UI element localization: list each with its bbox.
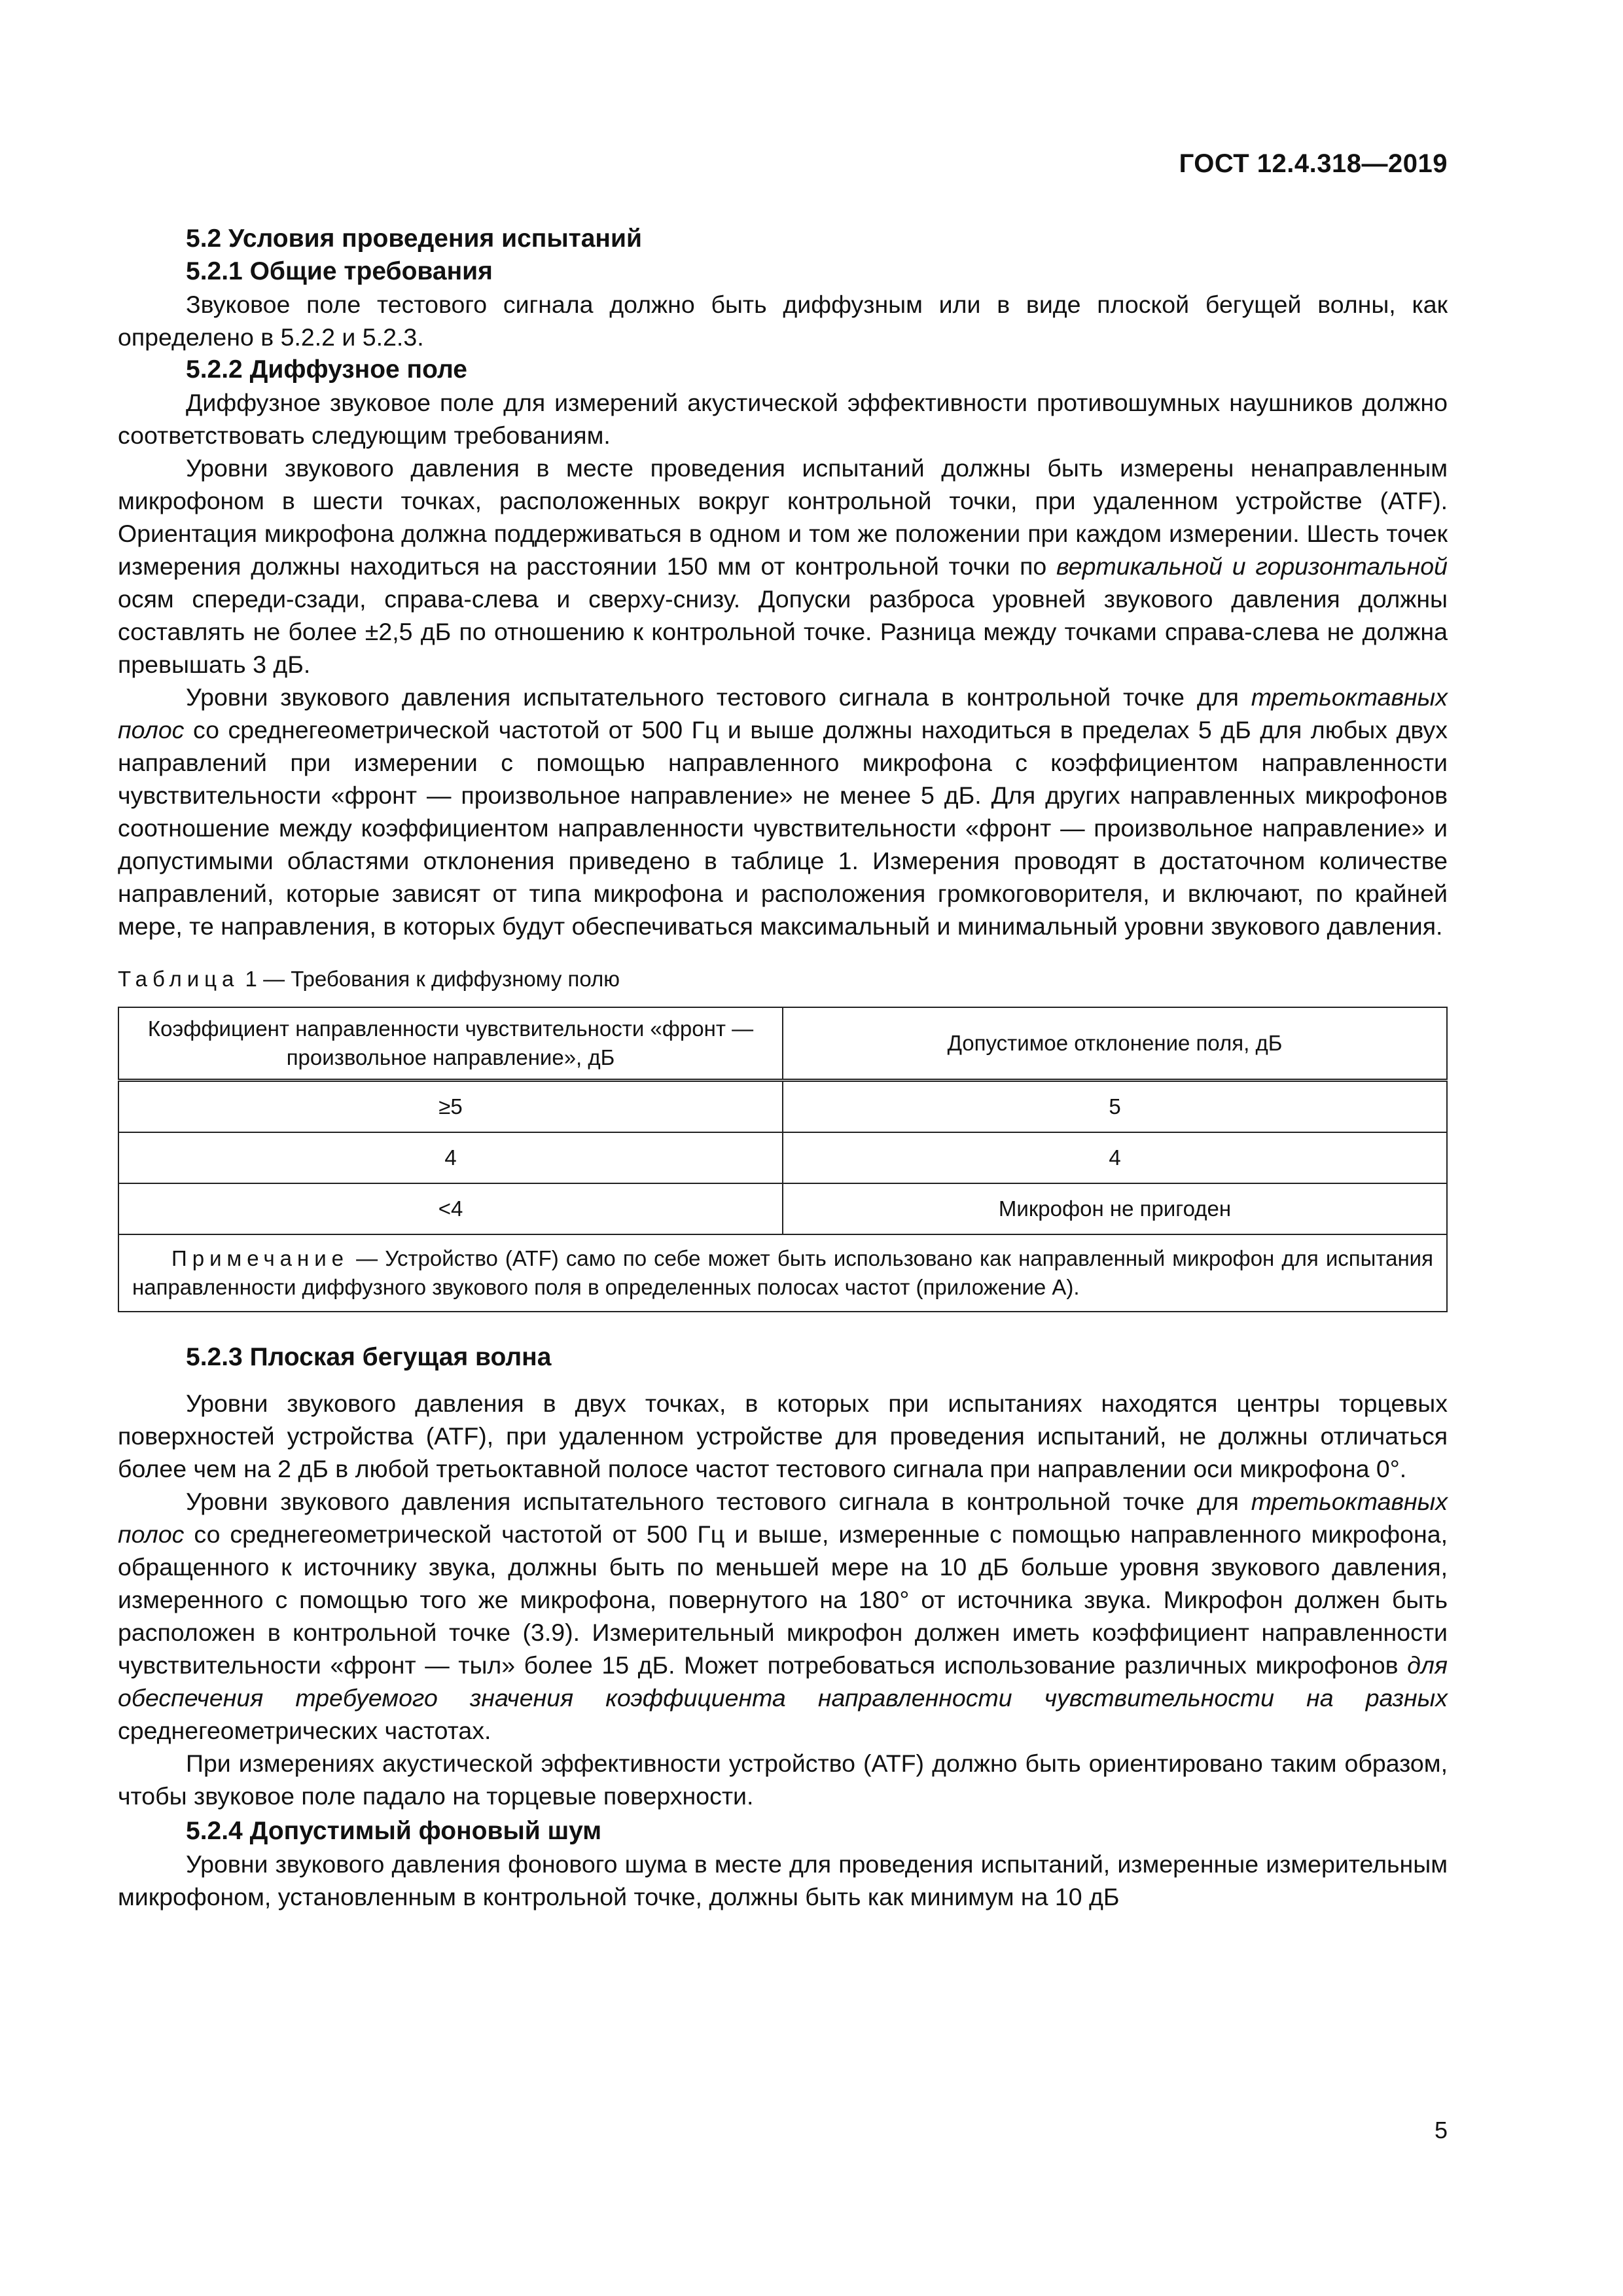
table-row	[118, 1132, 1447, 1183]
paragraph-5-2-4-1: Уровни звукового давления фонового шума в месте для проведения испытаний, измеренные измерительным микрофоном, установленным в контрольной точке, должны быть как минимум на 10 дБ	[118, 1850, 1448, 1910]
note-text: — Устройство (ATF) само по себе может быть использовано как направленный микрофон для испытания направленности диффузного звукового поля в определенных полосах частот (приложение А).	[132, 1246, 1433, 1299]
table-cell: 4	[783, 1132, 1447, 1183]
heading-5-2-1: 5.2.1 Общие требования	[186, 257, 493, 285]
table-caption-text: 1 — Требования к диффузному полю	[239, 967, 620, 991]
paragraph-5-2-2-2: Уровни звукового давления в месте проведения испытаний должны быть измерены ненаправленным микрофоном в шести точках, расположенных вокруг контрольной точки, при удаленном устройстве (ATF). Ориентация микрофона должна поддерживаться в одном и том же положении при каждом измерении. Шесть точек измерения должны находиться на расстоянии 150 мм от контрольной точки по вертикальной и горизонтальной осям спереди-сзади, справа-слева и сверху-снизу. Допуски разброса уровней звукового давления должны составлять не более ±2,5 дБ по отношению к контрольной точке. Разница между точками справа-слева не должна превышать 3 дБ.	[118, 454, 1448, 678]
heading-5-2-3: 5.2.3 Плоская бегущая волна	[186, 1343, 552, 1371]
paragraph-5-2-3-2: Уровни звукового давления испытательного тестового сигнала в контрольной точке для третьоктавных полос со среднегеометрической частотой от 500 Гц и выше, измеренные с помощью направленного микрофона, обращенного к источнику звука, должны быть по меньшей мере на 10 дБ больше уровня звукового давления, измеренного с помощью того же микрофона, повернутого на 180° от источника звука. Микрофон должен быть расположен в контрольной точке (3.9). Измерительный микрофон должен иметь коэффициент направленности чувствительности «фронт — тыл» более 15 дБ. Может потребоваться использование различных микрофонов для обеспечения требуемого значения коэффициента направленности чувствительности на разных среднегеометрических частотах.	[118, 1488, 1448, 1744]
table-cell: Микрофон не пригоден	[783, 1183, 1447, 1234]
table-cell: <4	[118, 1183, 783, 1234]
paragraph-5-2-2-3: Уровни звукового давления испытательного тестового сигнала в контрольной точке для третьоктавных полос со среднегеометрической частотой от 500 Гц и выше должны находиться в пределах 5 дБ для любых двух направлений при измерении с помощью направленного микрофона с коэффициентом направленности чувствительности «фронт — произвольное направление» не менее 5 дБ. Для других направленных микрофонов соотношение между коэффициентом направленности чувствительности «фронт — произвольное направление» и допустимыми областями отклонения приведено в таблице 1. Измерения проводят в достаточном количестве направлений, которые зависят от типа микрофона и расположения громкоговорителя, и включают, по крайней мере, те направления, в которых будут обеспечиваться максимальный и минимальный уровни звукового давления.	[118, 683, 1448, 940]
table-caption	[118, 965, 1448, 994]
italic-text: третьоктавных полос	[118, 1488, 1448, 1548]
requirements-table	[118, 1007, 1448, 1312]
paragraph-5-2-2-1: Диффузное звуковое поле для измерений акустической эффективности противошумных наушников должно соответствовать следующим требованиям.	[118, 389, 1448, 449]
table-caption-label: Таблица	[118, 967, 240, 991]
note-label: Примечание	[171, 1246, 349, 1270]
heading-5-2-2: 5.2.2 Диффузное поле	[186, 355, 467, 384]
page-content	[118, 223, 1448, 1913]
table-header-row	[118, 1007, 1447, 1081]
italic-text: третьоктавных полос	[118, 683, 1448, 744]
paragraph-5-2-1: Звуковое поле тестового сигнала должно быть диффузным или в виде плоской бегущей волны, как определено в 5.2.2 и 5.2.3.	[118, 291, 1448, 351]
column-header-directivity: Коэффициент направленности чувствительности «фронт — произвольное направление», дБ	[118, 1007, 783, 1081]
table-cell: 5	[783, 1081, 1447, 1133]
paragraph-5-2-3-1: Уровни звукового давления в двух точках, в которых при испытаниях находятся центры торцевых поверхностей устройства (ATF), при удаленном устройстве для проведения испытаний, не должны отличаться более чем на 2 дБ в любой третьоктавной полосе частот тестового сигнала при направлении оси микрофона 0°.	[118, 1390, 1448, 1482]
italic-text: вертикальной и горизонтальной	[1056, 552, 1448, 580]
column-header-deviation: Допустимое отклонение поля, дБ	[783, 1007, 1447, 1081]
page-number: 5	[1434, 2117, 1448, 2144]
table-cell: 4	[118, 1132, 783, 1183]
table-cell: ≥5	[118, 1081, 783, 1133]
italic-text: для обеспечения требуемого значения коэффициента направленности чувствительности на разных	[118, 1651, 1448, 1712]
table-note-row	[118, 1234, 1447, 1312]
document-code: ГОСТ 12.4.318—2019	[1179, 149, 1448, 178]
paragraph-5-2-3-3: При измерениях акустической эффективности устройство (ATF) должно быть ориентировано таким образом, чтобы звуковое поле падало на торцевые поверхности.	[118, 1749, 1448, 1810]
table-row	[118, 1183, 1447, 1234]
heading-5-2-4: 5.2.4 Допустимый фоновый шум	[186, 1817, 602, 1845]
heading-5-2: 5.2 Условия проведения испытаний	[186, 224, 642, 253]
table-row	[118, 1081, 1447, 1133]
table-note	[118, 1234, 1447, 1312]
